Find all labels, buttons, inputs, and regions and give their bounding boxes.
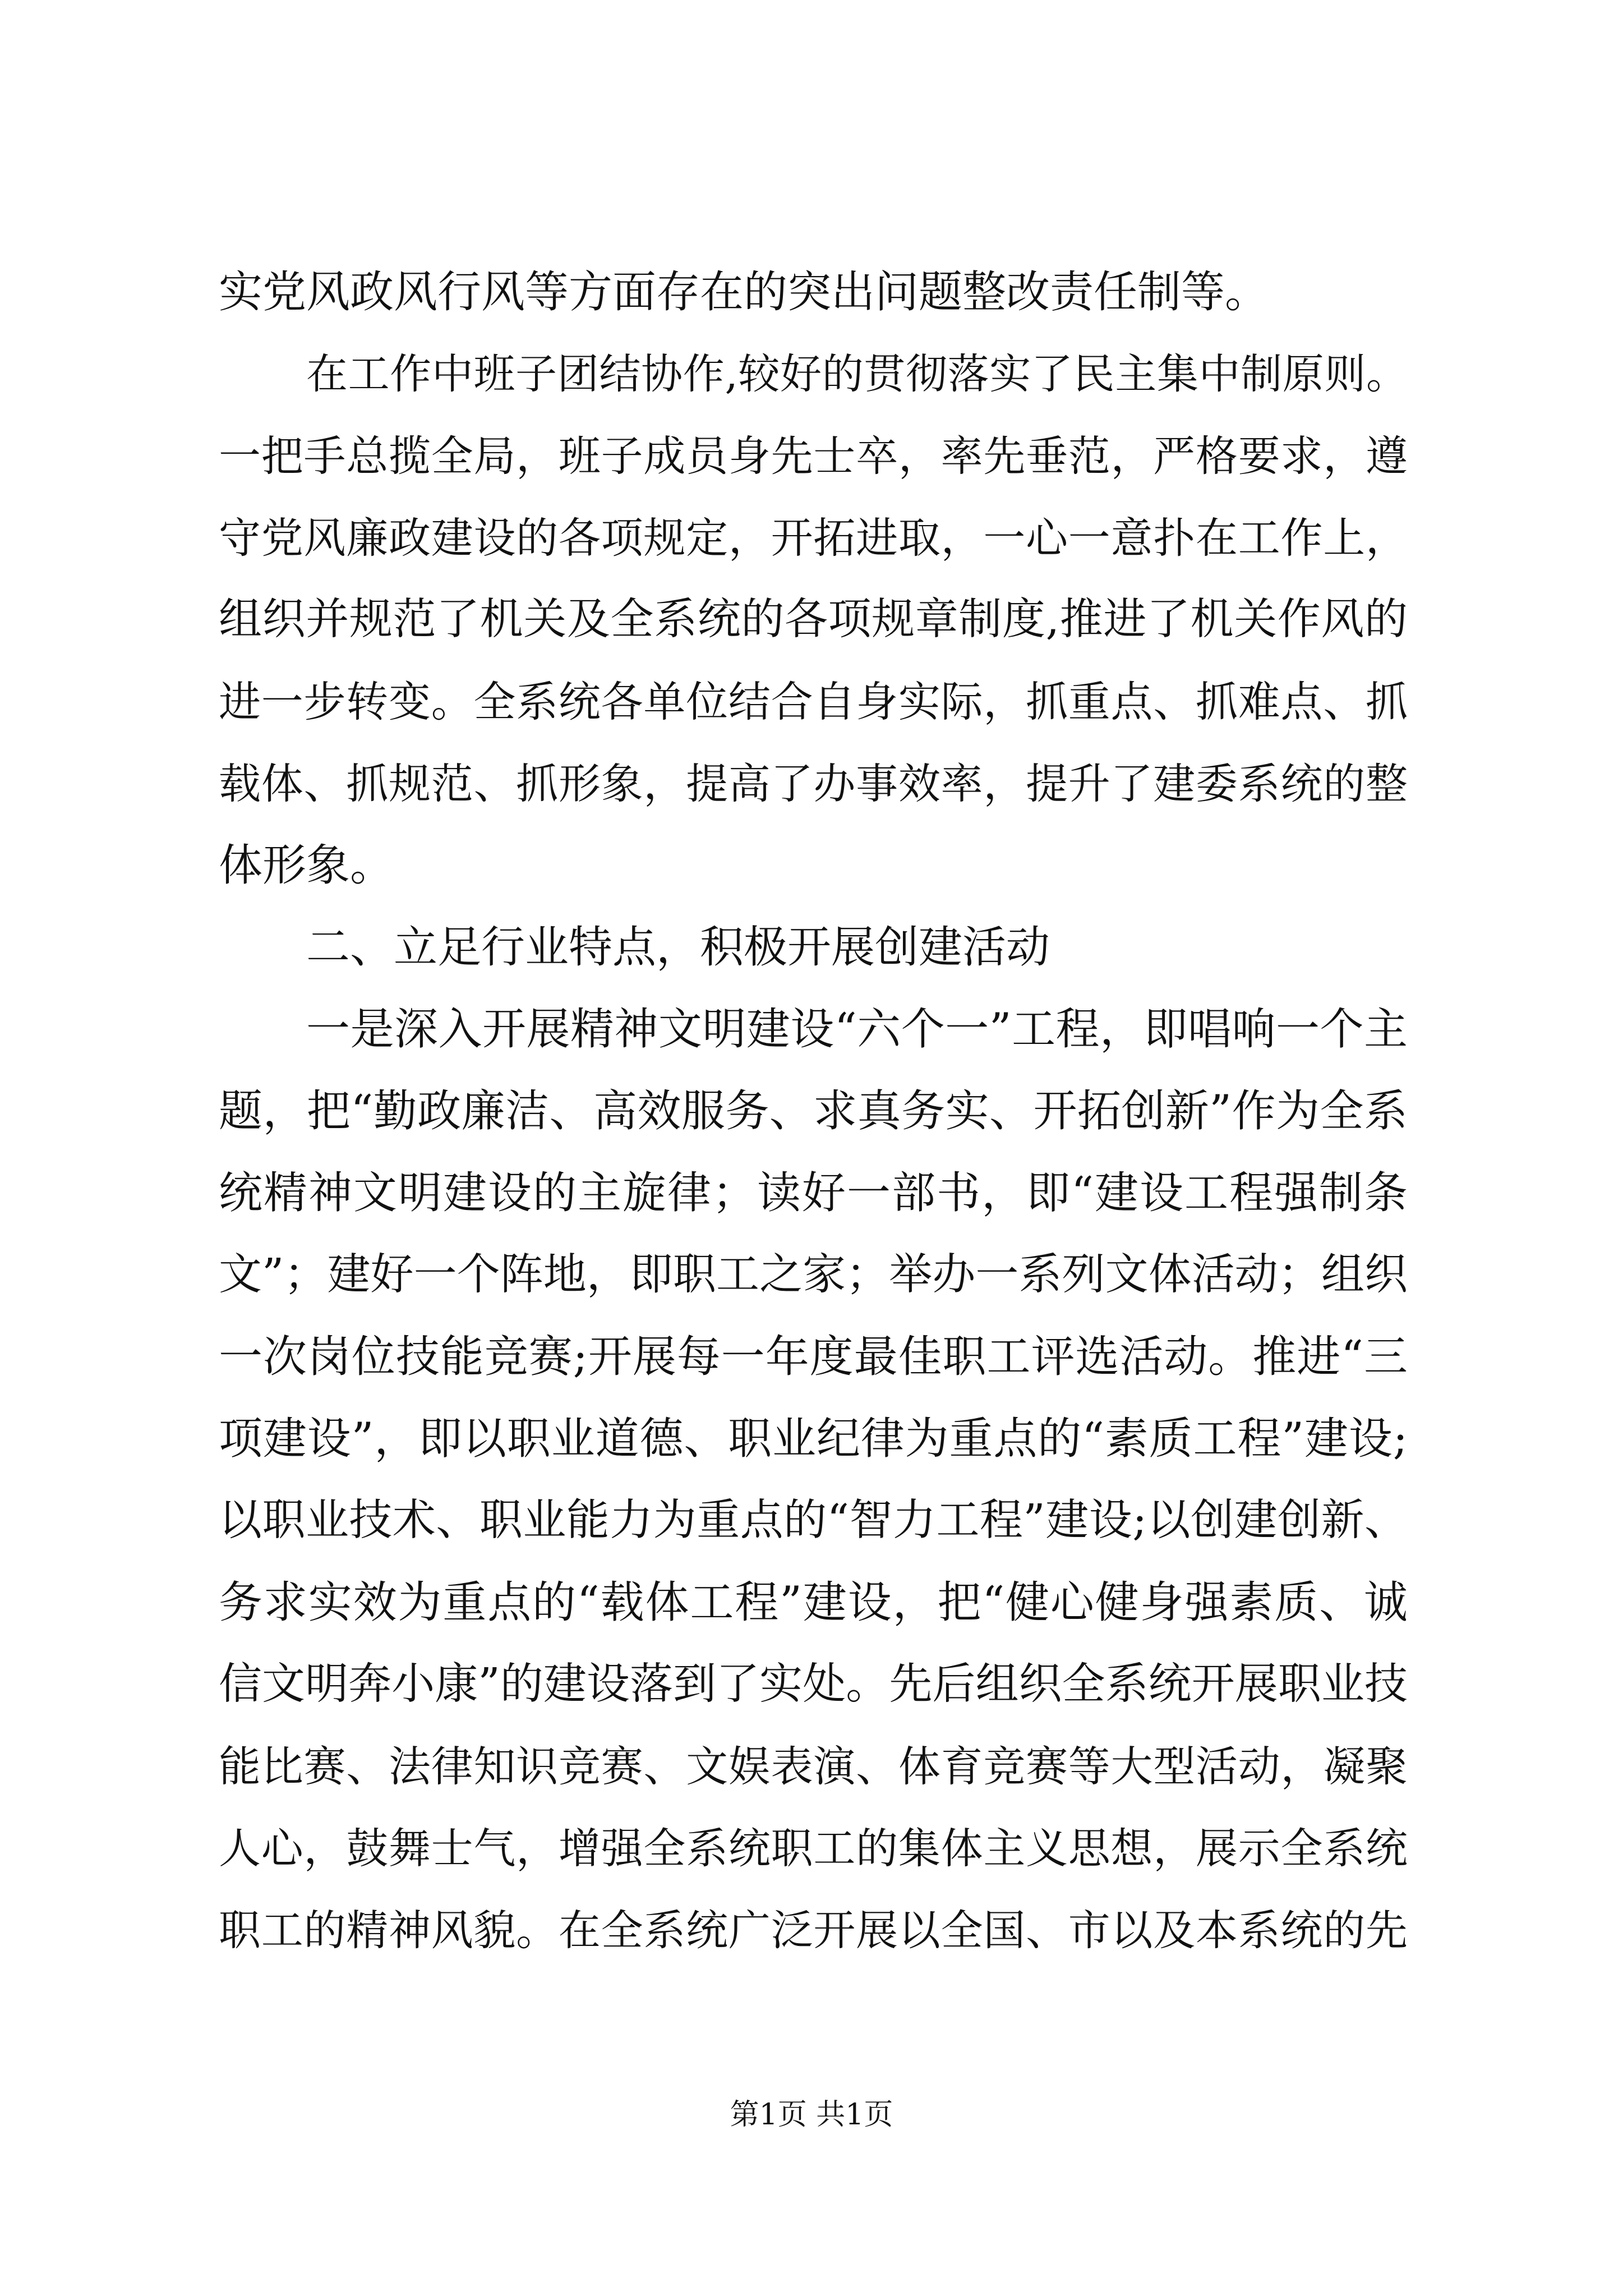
text-line: 信文明奔小康”的建设落到了实处。先后组织全系统开展职业技 xyxy=(219,1659,1408,1709)
text-line: 一是深入开展精神文明建设“六个一”工程，即唱响一个主 xyxy=(306,1004,1408,1055)
text-line: 能比赛、法律知识竞赛、文娱表演、体育竞赛等大型活动，凝聚 xyxy=(219,1742,1408,1791)
text-line: 务求实效为重点的“载体工程”建设，把“健心健身强素质、诚 xyxy=(219,1577,1408,1628)
text-line: 文”；建好一个阵地，即职工之家；举办一系列文体活动；组织 xyxy=(219,1250,1408,1300)
text-line: 人心，鼓舞士气，增强全系统职工的集体主义思想，展示全系统 xyxy=(219,1824,1408,1873)
text-line: 统精神文明建设的主旋律；读好一部书，即“建设工程强制条 xyxy=(219,1168,1408,1218)
text-line: 职工的精神风貌。在全系统广泛开展以全国、市以及本系统的先 xyxy=(219,1906,1408,1955)
text-line: 以职业技术、职业能力为重点的“智力工程”建设;以创建创新、 xyxy=(219,1496,1408,1545)
text-line: 实党风政风行风等方面存在的突出问题整改责任制等。 xyxy=(219,267,1269,318)
text-line: 一次岗位技能竞赛;开展每一年度最佳职工评选活动。推进“三 xyxy=(219,1332,1408,1382)
text-line: 项建设”，即以职业道德、职业纪律为重点的“素质工程”建设; xyxy=(219,1414,1408,1464)
text-line: 组织并规范了机关及全系统的各项规章制度,推进了机关作风的 xyxy=(219,595,1408,645)
text-line: 体形象。 xyxy=(219,840,394,891)
text-line: 进一步转变。全系统各单位结合自身实际，抓重点、抓难点、抓 xyxy=(219,677,1408,726)
text-line: 载体、抓规范、抓形象，提高了办事效率，提升了建委系统的整 xyxy=(219,759,1408,808)
text-line: 一把手总揽全局，班子成员身先士卒，率先垂范，严格要求，遵 xyxy=(219,431,1408,481)
section-heading: 二、立足行业特点，积极开展创建活动 xyxy=(306,922,1050,973)
text-line: 在工作中班子团结协作,较好的贯彻落实了民主集中制原则。 xyxy=(306,350,1408,398)
page-footer: 第1页 共1页 xyxy=(730,2098,893,2132)
text-line: 守党风廉政建设的各项规定，开拓进取，一心一意扑在工作上， xyxy=(219,513,1408,563)
text-line: 题，把“勤政廉洁、高效服务、求真务实、开拓创新”作为全系 xyxy=(219,1086,1408,1137)
